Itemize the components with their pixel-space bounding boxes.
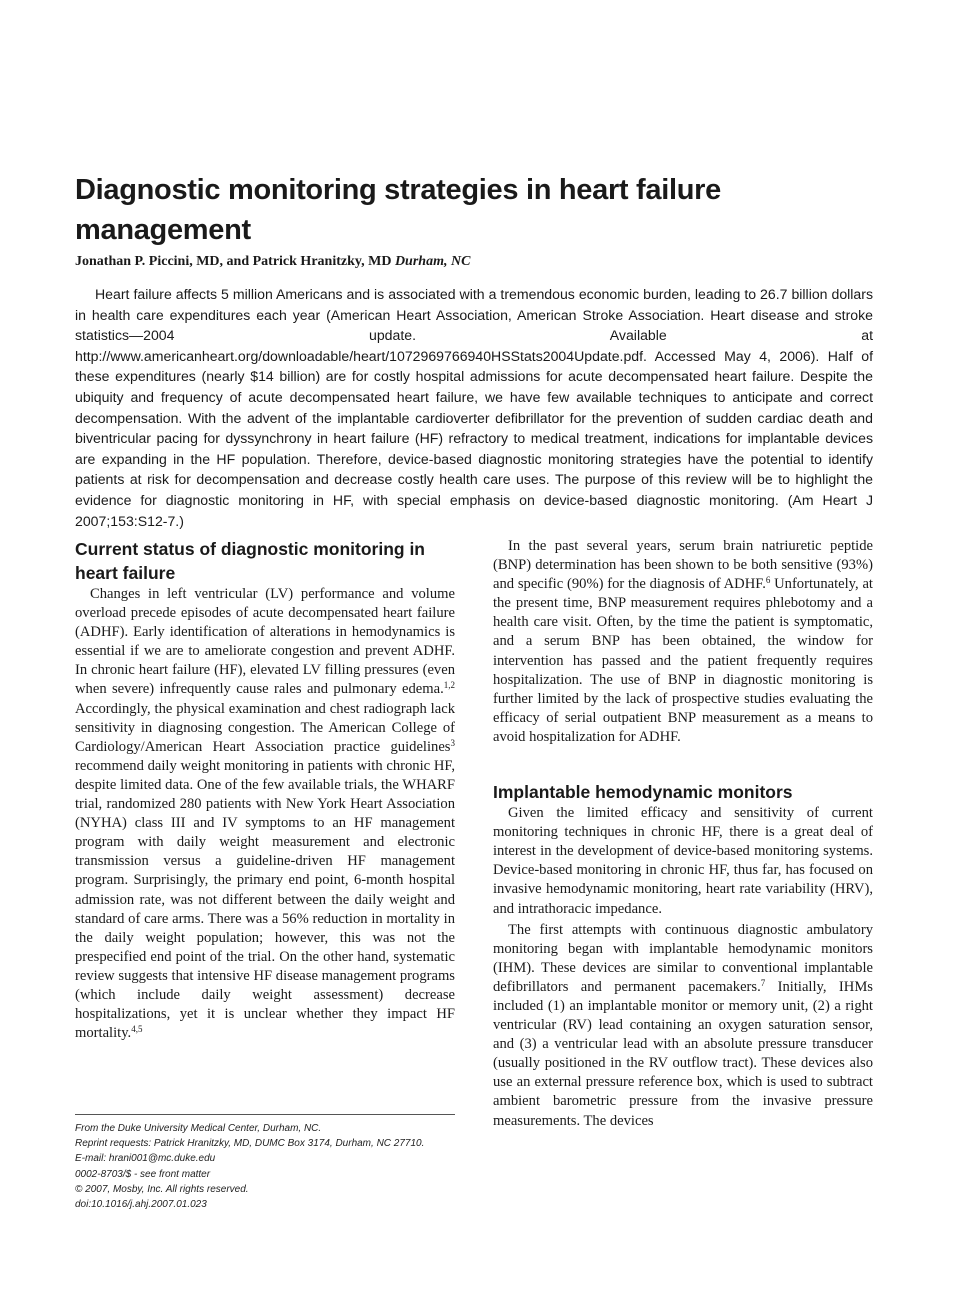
left-column bbox=[75, 537, 455, 1043]
author-location: Durham, NC bbox=[394, 254, 471, 269]
citation-ref: 6 bbox=[765, 575, 771, 586]
footnote-issn: 0002-8703/$ - see front matter bbox=[75, 1168, 211, 1180]
paragraph-ihm bbox=[493, 921, 873, 1131]
author-line bbox=[75, 253, 875, 271]
paragraph-device-monitoring: Given the limited efficacy and sensitivity of current monitoring techniques in chronic HF, there is a great deal of interest in the development of device-based monitoring systems. Device-based monitoring in chronic HF, thus far, has focused on invasive hemodynamic monitoring, heart rate variability (HRV), and intrathoracic impedance. bbox=[493, 805, 873, 917]
abstract: Heart failure affects 5 million Americans and is associated with a tremendous economic burden, leading to 26.7 billion dollars in health care expenditures each year (American Heart Association, American Stroke Association. Heart disease and stroke statistics—2004 update. Available at http://www.americanheart.org/downloadable/heart/1072969766940HSStats2004Update.pdf. Accessed May 4, 2006). Half of these expenditures (nearly $14 billion) are for costly hospital admissions for acute decompensated heart failure. Despite the ubiquity and frequency of acute decompensated heart failure, we have few available techniques to anticipate and correct decompensation. With the advent of the implantable cardioverter defibrillator for the prevention of sudden cardiac death and biventricular pacing for dyssynchrony in heart failure (HF) refractory to medical treatment, indications for implantable devices are expanding in the HF population. Therefore, device-based diagnostic monitoring strategies have the potential to identify patients at risk for decompensation and decrease costly health care uses. The purpose of this review will be to highlight the evidence for diagnostic monitoring in HF, with special emphasis on device-based diagnostic monitoring. (Am Heart J 2007;153:S12-7.) bbox=[75, 286, 873, 529]
footnote-divider bbox=[75, 1114, 455, 1115]
text-run: recommend daily weight monitoring in patients with chronic HF, despite limited data. One of the few available trials, the WHARF trial, randomized 280 patients with New York Heart Association (NYHA) class III and IV symptoms to an HF management program with daily weight measurement and electronic transmission versus a guideline-driven HF management program. Surprisingly, the primary end point, 6-month hospital admission rate, was not different between the daily weight and standard of care arms. There was a 56% reduction in mortality in the daily weight population; however, this was not the prespecified end point of the trial. On the other hand, systematic review suggests that intensive HF disease management programs (which include daily weight assessment) decrease hospitalizations, yet it is unclear whether they impact HF mortality. bbox=[75, 757, 455, 1042]
text-run: Initially, IHMs included (1) an implantable monitor or memory unit, (2) a right ventricular (RV) lead containing an oxygen saturation sensor, and (3) a ventricular lead with an absolute pressure transducer (usually positioned in the RV outflow tract). These devices also use an external pressure reference box, which is used to subtract ambient barometric pressure from the invasive pressure measurements. The devices bbox=[493, 978, 873, 1129]
paragraph-bnp bbox=[493, 537, 873, 747]
right-column bbox=[493, 537, 873, 1131]
paragraph-current-status bbox=[75, 585, 455, 1043]
footnote-copyright: © 2007, Mosby, Inc. All rights reserved. bbox=[75, 1183, 249, 1195]
text-run: Changes in left ventricular (LV) performance and volume overload precede episodes of acute decompensated heart failure (ADHF). Early identification of alterations in hemodynamics is essential if we are to ameliorate congestion and prevent ADHF. In chronic heart failure (HF), elevated LV filling pressures (even when severe) infrequently cause rales and pulmonary edema. bbox=[75, 586, 455, 698]
citation-ref: 7 bbox=[760, 977, 766, 988]
text-run: Accordingly, the physical examination and chest radiograph lack sensitivity in diagnosing congestion. The American College of Cardiology/American Heart Association practice guidelines bbox=[75, 700, 455, 755]
footnote-email: E-mail: hrani001@mc.duke.edu bbox=[75, 1153, 216, 1165]
text-run: Unfortunately, at the present time, BNP measurement requires phlebotomy and a health care visit. Often, by the time the patient is symptomatic, and a serum BNP has been obtained, the window for intervention has passed and the patient frequently requires hospitalization. The use of BNP in diagnostic monitoring is further limited by the lack of prospective studies evaluating the efficacy of serial outpatient BNP measurement as a means to avoid hospitalization for ADHF. bbox=[493, 576, 873, 745]
citation-ref: 3 bbox=[450, 737, 455, 748]
footnotes bbox=[75, 1121, 455, 1212]
footnote-doi: doi:10.1016/j.ahj.2007.01.023 bbox=[75, 1199, 207, 1211]
section-heading-current-status: Current status of diagnostic monitoring in heart failure bbox=[75, 539, 425, 583]
citation-ref: 1,2 bbox=[443, 680, 455, 691]
citation-ref: 4,5 bbox=[131, 1024, 143, 1035]
text-run: In the past several years, serum brain natriuretic peptide (BNP) determination has been shown to be both sensitive (93%) and specific (90%) for the diagnosis of ADHF. bbox=[493, 538, 873, 593]
article-title: Diagnostic monitoring strategies in heart failure management bbox=[75, 174, 721, 246]
footnote-reprints: Reprint requests: Patrick Hranitzky, MD, DUMC Box 3174, Durham, NC 27710. bbox=[75, 1138, 425, 1150]
footnote-affiliation: From the Duke University Medical Center, Durham, NC. bbox=[75, 1123, 322, 1134]
section-heading-implantable-monitors: Implantable hemodynamic monitors bbox=[493, 782, 793, 803]
author-names: Jonathan P. Piccini, MD, and Patrick Hranitzky, MD bbox=[75, 254, 392, 269]
text-run: The first attempts with continuous diagnostic ambulatory monitoring began with implantable hemodynamic monitors (IHM). These devices are similar to conventional implantable defibrillators and permanent pacemakers. bbox=[493, 921, 873, 995]
